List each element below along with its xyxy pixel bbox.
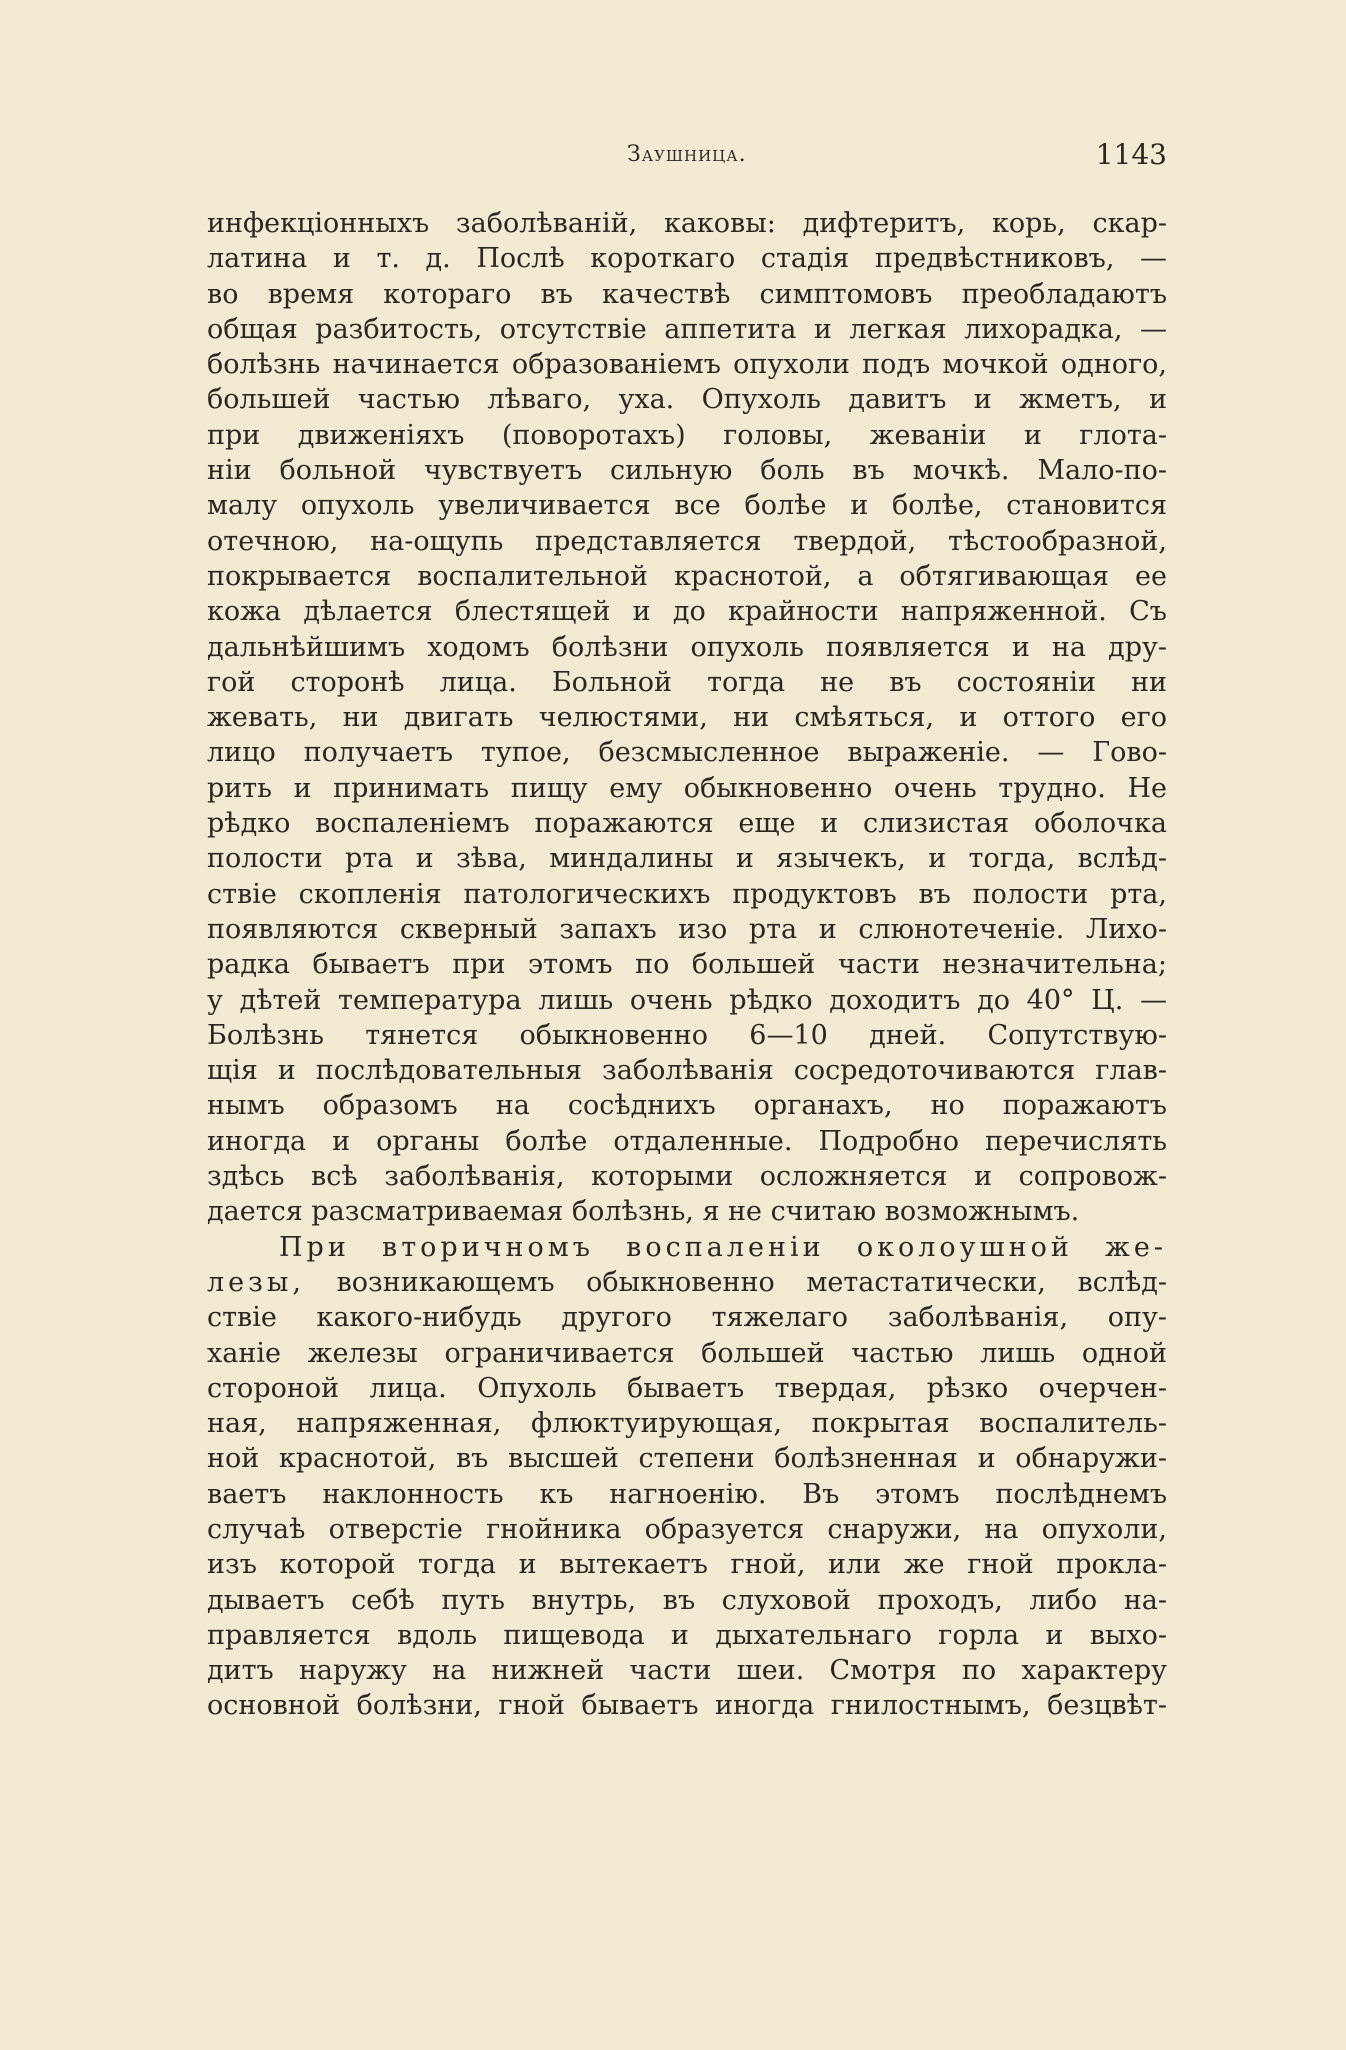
spaced-word: лезы, [207, 1266, 305, 1298]
text-line: большей частью лѣваго, уха. Опухоль давитъ и жметъ, и [207, 384, 1167, 416]
text-line: ной краснотой, въ высшей степени болѣзненная и обнаружи- [207, 1443, 1167, 1475]
text-line: во время котораго въ качествѣ симптомовъ преобладаютъ [207, 278, 1167, 310]
text-line: иногда и органы болѣе отдаленные. Подробно перечислять [207, 1125, 1167, 1157]
text-line: кожа дѣлается блестящей и до крайности напряженной. Съ [207, 596, 1167, 628]
text-line: общая разбитость, отсутствіе аппетита и легкая лихорадка, — [207, 313, 1167, 345]
text-line: появляются скверный запахъ изо рта и слюнотеченіе. Лихо- [207, 913, 1167, 945]
text-line: гой сторонѣ лица. Больной тогда не въ состояніи ни [207, 666, 1167, 698]
text-line: случаѣ отверстіе гнойника образуется снаружи, на опухоли, [207, 1513, 1167, 1545]
text-line: ханіе железы ограничивается большей частью лишь одной [207, 1337, 1167, 1369]
text-line: ваетъ наклонность къ нагноенію. Въ этомъ послѣднемъ [207, 1478, 1167, 1510]
text-line: ніи больной чувствуетъ сильную боль въ мочкѣ. Мало-по- [207, 455, 1167, 487]
text-line: рѣдко воспаленіемъ поражаются еще и слизистая оболочка [207, 808, 1167, 840]
text-line: жевать, ни двигать челюстями, ни смѣяться, и оттого его [207, 702, 1167, 734]
text-line: дитъ наружу на нижней части шеи. Смотря по характеру [207, 1655, 1167, 1687]
body-text [207, 206, 1167, 1724]
text-line: радка бываетъ при этомъ по большей части незначительна; [207, 949, 1167, 981]
text-line: малу опухоль увеличивается все болѣе и болѣе, становится [207, 490, 1167, 522]
text-line: дальнѣйшимъ ходомъ болѣзни опухоль появляется и на дру- [207, 631, 1167, 663]
text-line: болѣзнь начинается образованіемъ опухоли подъ мочкой одного, [207, 349, 1167, 381]
text-line: ствіе какого-нибудь другого тяжелаго заболѣванія, опу- [207, 1302, 1167, 1334]
text-line: при движеніяхъ (поворотахъ) головы, жеваніи и глота- [207, 419, 1167, 451]
text-line: правляется вдоль пищевода и дыхательнаго горла и выхо- [207, 1619, 1167, 1651]
text-line: латина и т. д. Послѣ короткаго стадія предвѣстниковъ, — [207, 243, 1167, 275]
text-line: покрывается воспалительной краснотой, а обтягивающая ее [207, 560, 1167, 592]
text-line: полости рта и зѣва, миндалины и язычекъ, и тогда, вслѣд- [207, 843, 1167, 875]
text-line: отечною, на-ощупь представляется твердой, тѣстообразной, [207, 525, 1167, 557]
text-line: изъ которой тогда и вытекаетъ гной, или же гной прокла- [207, 1549, 1167, 1581]
text-line: Болѣзнь тянется обыкновенно 6—10 дней. Сопутствую- [207, 1019, 1167, 1051]
text-line: здѣсь всѣ заболѣванія, которыми осложняется и сопровож- [207, 1161, 1167, 1193]
paragraph-1 [207, 206, 1167, 1230]
running-title: Заушница. [627, 142, 747, 167]
text-line: дываетъ себѣ путь внутрь, въ слуховой проходъ, либо на- [207, 1584, 1167, 1616]
text-line: ная, напряженная, флюктуирующая, покрытая воспалитель- [207, 1408, 1167, 1440]
text-line: ствіе скопленія патологическихъ продуктовъ въ полости рта, [207, 878, 1167, 910]
text-fragment: возникающемъ обыкновенно метастатически, вслѣд- [336, 1266, 1167, 1298]
text-line: у дѣтей температура лишь очень рѣдко доходитъ до 40° Ц. — [207, 984, 1167, 1016]
page-number: 1143 [1095, 138, 1167, 171]
text-line: дается разсматриваемая болѣзнь, я не считаю возможнымъ. [207, 1196, 1080, 1228]
spaced-heading-line: При вторичномъ воспаленіи околоушной же- [279, 1231, 1167, 1263]
text-line: рить и принимать пищу ему обыкновенно очень трудно. Не [207, 772, 1167, 804]
text-line: щія и послѣдовательныя заболѣванія сосредоточиваются глав- [207, 1055, 1167, 1087]
text-line: основной болѣзни, гной бываетъ иногда гнилостнымъ, безцвѣт- [207, 1690, 1167, 1722]
text-line: нымъ образомъ на сосѣднихъ органахъ, но поражаютъ [207, 1090, 1167, 1122]
paragraph-2 [207, 1230, 1167, 1724]
text-line [207, 1265, 1167, 1300]
text-line: стороной лица. Опухоль бываетъ твердая, рѣзко очерчен- [207, 1372, 1167, 1404]
text-line: лицо получаетъ тупое, безсмысленное выраженіе. — Гово- [207, 737, 1167, 769]
page-header [207, 138, 1167, 178]
text-line: инфекціонныхъ заболѣваній, каковы: дифтеритъ, корь, скар- [207, 208, 1167, 239]
